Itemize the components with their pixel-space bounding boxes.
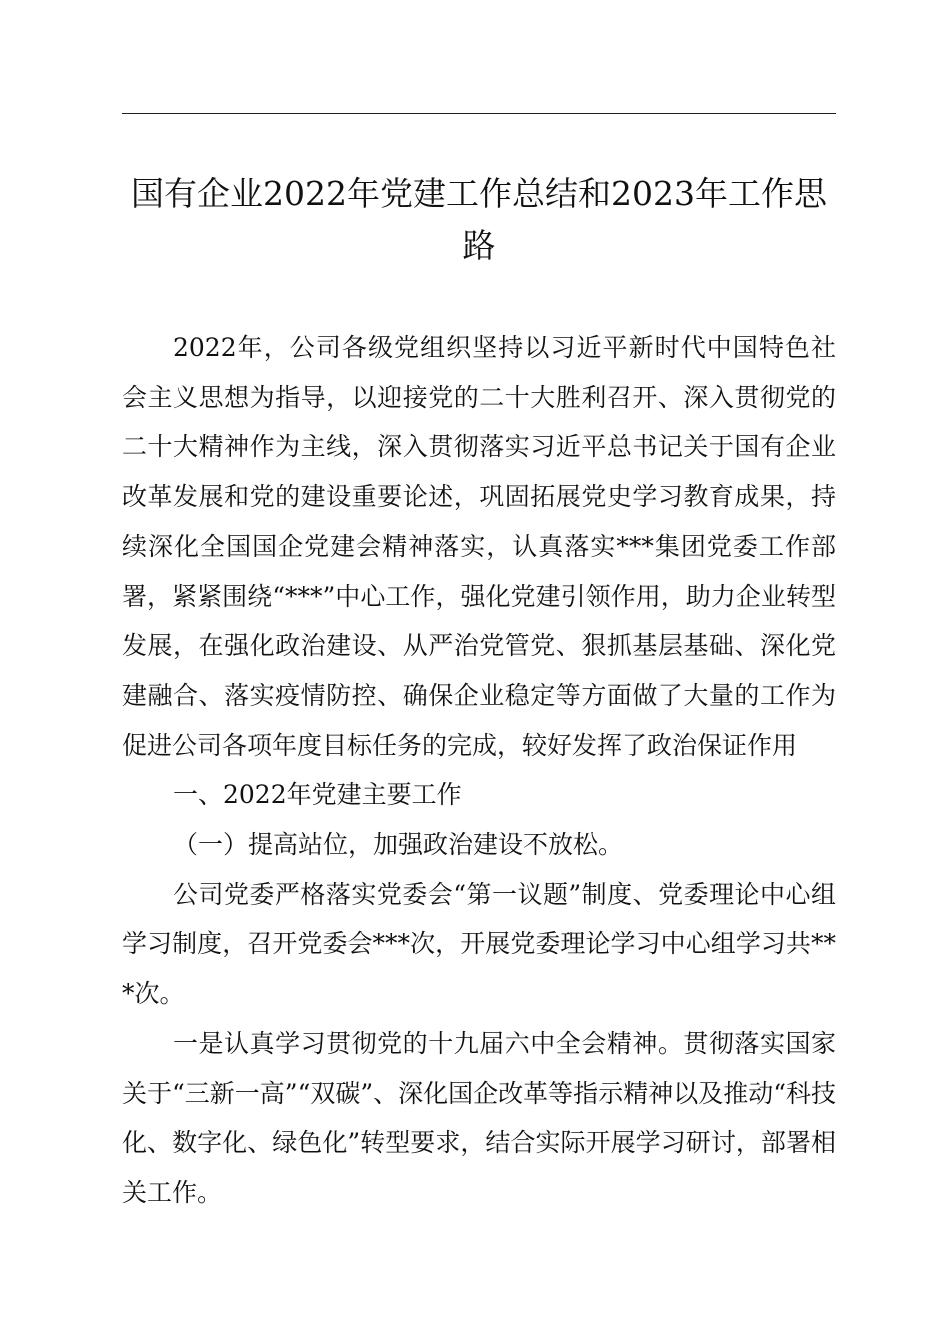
document-body — [122, 323, 836, 1218]
body-paragraph: 公司党委严格落实党委会“第一议题”制度、党委理论中心组学习制度，召开党委会***次，开展党委理论学习中心组学习共***次。 — [122, 879, 836, 1009]
intro-paragraph: 2022年，公司各级党组织坚持以习近平新时代中国特色社会主义思想为指导，以迎接党的二十大胜利召开、深入贯彻党的二十大精神作为主线，深入贯彻落实习近平总书记关于国有企业改革发展和党的建设重要论述，巩固拓展党史学习教育成果，持续深化全国国企党建会精神落实，认真落实***集团党委工作部署，紧紧围绕“***”中心工作，强化党建引领作用，助力企业转型发展，在强化政治建设、从严治党管党、狠抓基层基础、深化党建融合、落实疫情防控、确保企业稳定等方面做了大量的工作为促进公司各项年度目标任务的完成，较好发挥了政治保证作用 — [122, 333, 836, 760]
document-title: 国有企业2022年党建工作总结和2023年工作思路 — [131, 174, 827, 265]
section-heading: 一、2022年党建主要工作 — [173, 780, 462, 810]
subsection-heading: （一）提高站位，加强政治建设不放松。 — [173, 830, 624, 860]
header-rule — [122, 113, 836, 114]
body-paragraph: 一是认真学习贯彻党的十九届六中全会精神。贯彻落实国家关于“三新一高”“双碳”、深化国企改革等指示精神以及推动“科技化、数字化、绿色化”转型要求，结合实际开展学习研讨，部署相关工作。 — [122, 1028, 836, 1207]
